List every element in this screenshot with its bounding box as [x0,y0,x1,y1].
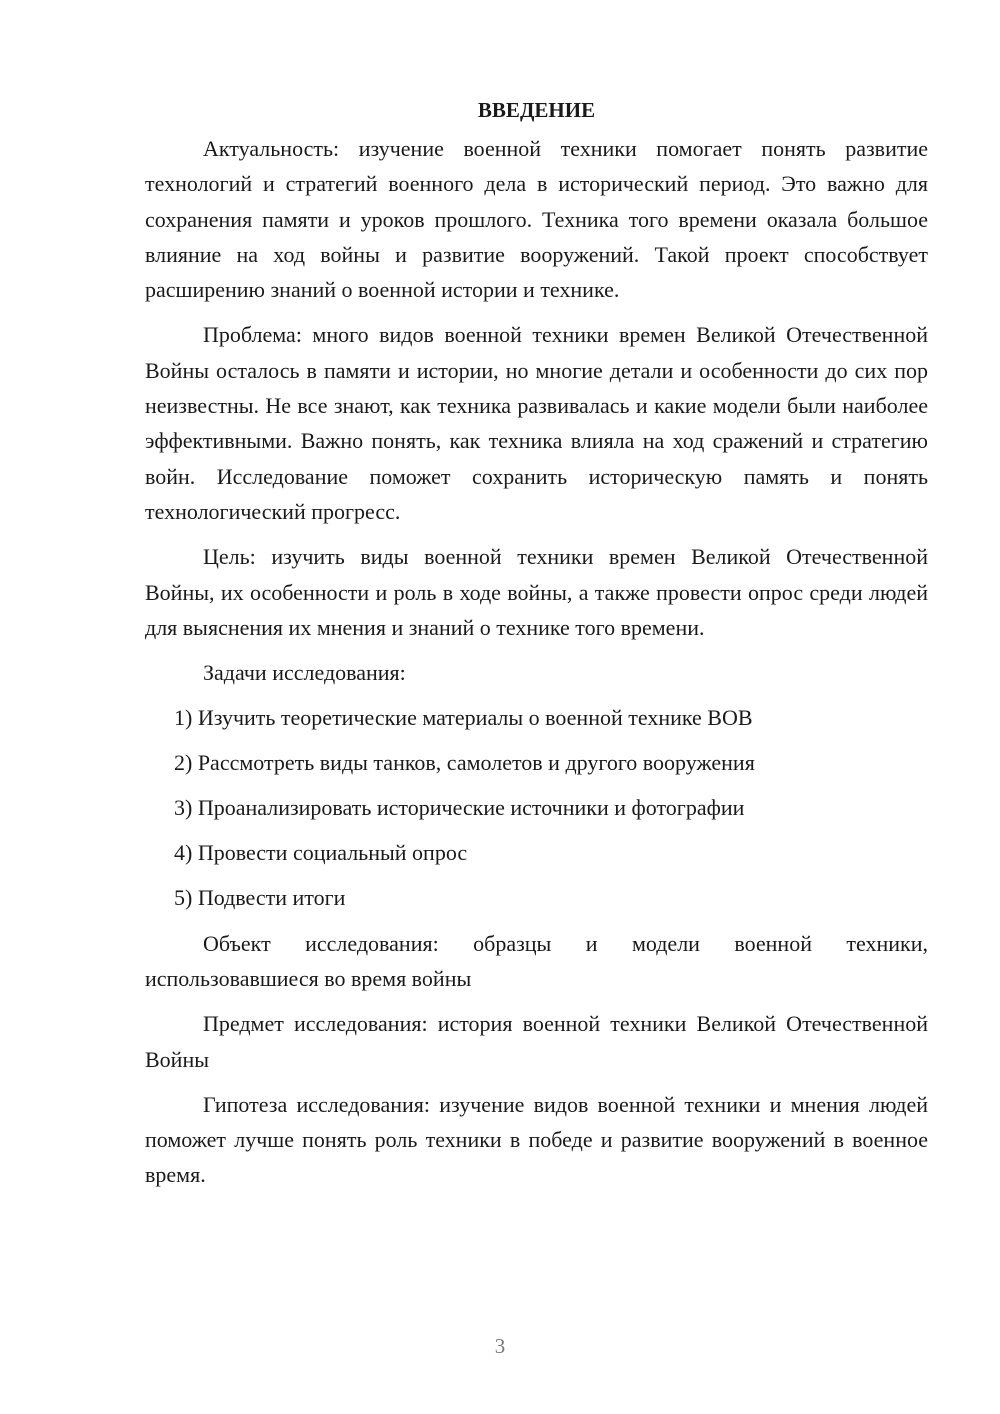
task-item-1: 1) Изучить теоретические материалы о военной технике ВОВ [174,705,753,731]
tasks-heading: Задачи исследования: [203,660,406,686]
page-title: ВВЕДЕНИЕ [477,98,596,122]
relevance-paragraph: Актуальность: изучение военной техники помогает понять развитие технологий и стратегий военного дела в исторический период. Это важно для сохранения памяти и уроков прошлого. Техника того времени оказала большое влияние на ход войны и развитие вооружений. Такой проект способствует расширению знаний о военной истории и технике. [145,136,928,303]
problem-paragraph: Проблема: много видов военной техники времен Великой Отечественной Войны осталось в памяти и истории, но многие детали и особенности до сих пор неизвестны. Не все знают, как техника развивалась и какие модели были наиболее эффективными. Важно понять, как техника влияла на ход сражений и стратегию войн. Исследование поможет сохранить историческую память и понять технологический прогресс. [145,322,928,524]
page-number: 3 [494,1334,506,1358]
task-item-3: 3) Проанализировать исторические источники и фотографии [174,795,745,821]
document-page [145,95,928,1203]
tasks-list [145,700,928,915]
goal-paragraph: Цель: изучить виды военной техники времен Великой Отечественной Войны, их особенности и роль в ходе войны, а также провести опрос среди людей для выяснения их мнения и знаний о технике того времени. [145,544,928,640]
task-item-4: 4) Провести социальный опрос [174,840,468,866]
subject-paragraph: Предмет исследования: история военной техники Великой Отечественной Войны [145,1011,928,1072]
task-item-5: 5) Подвести итоги [174,885,346,911]
object-paragraph: Объект исследования: образцы и модели военной техники, использовавшиеся во время войны [145,930,928,991]
task-item-2: 2) Рассмотреть виды танков, самолетов и другого вооружения [174,750,755,776]
hypothesis-paragraph: Гипотеза исследования: изучение видов военной техники и мнения людей поможет лучше понять роль техники в победе и развитие вооружений в военное время. [145,1091,928,1188]
